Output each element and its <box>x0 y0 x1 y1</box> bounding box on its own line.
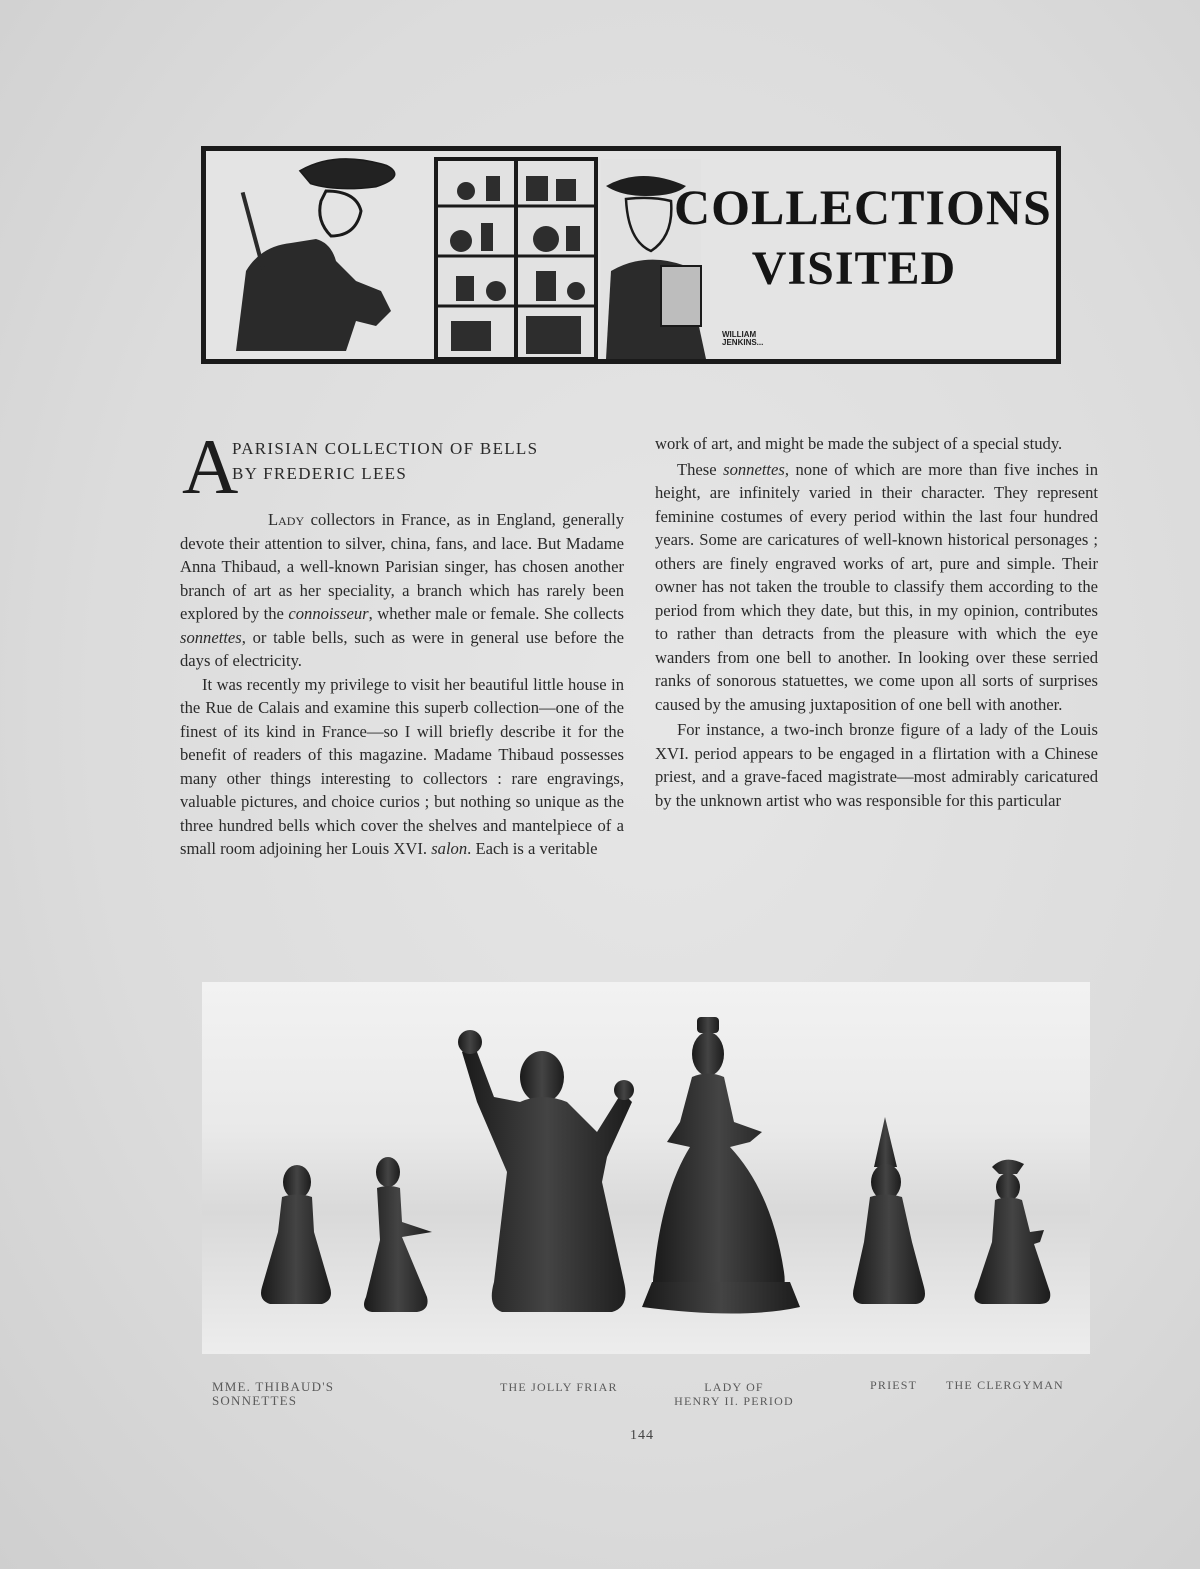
caption-main-line2: SONNETTES <box>212 1393 298 1408</box>
bell-figure-lady <box>642 1017 800 1314</box>
paragraph-text: , none of which are more than five inches in height, are infinitely varied in their character. They represent feminine costumes of every period within the last four hundred years. Some are caricatures of well-known historical personages ; others are finely engraved works of art, pure and simple. Their owner has not taken the trouble to classify them according to the period from which they date, but this, in my opinion, contributes to rather than detracts from the pleasure with which the eye wanders from one bell to another. In looking over these serried ranks of sonorous statuettes, we come upon all sorts of surprises caused by the amusing juxtaposition of one bell with another. <box>655 459 1098 714</box>
banner-title-line2: VISITED <box>751 241 957 295</box>
italic-term: sonnettes <box>180 627 242 647</box>
paragraph: For instance, a two-inch bronze figure of a lady of the Louis XVI. period appears to be engaged in a flirtation with a Chinese priest, and a grave-faced magistrate—most admirably caricatured by the unknown artist who was responsible for this particular <box>655 720 1098 810</box>
italic-term: salon <box>431 839 468 858</box>
caption-friar: THE JOLLY FRIAR <box>500 1380 618 1394</box>
caption-lady-line2: HENRY II. PERIOD <box>674 1394 794 1408</box>
paragraph-text: . Each is a veritable <box>467 839 598 858</box>
caption-priest: PRIEST <box>870 1378 918 1392</box>
caption-main <box>212 1380 334 1408</box>
signature-line1: WILLIAM <box>722 330 757 339</box>
italic-term: sonnettes <box>723 459 785 479</box>
bells-photograph <box>202 982 1090 1354</box>
bell-figure-clergyman <box>974 1160 1050 1304</box>
paragraph-text: , whether male or female. She collects <box>368 604 624 623</box>
paragraph-text: collectors in France, as in England, generally devote their attention to silver, china, fans, and lace. But Madame Anna Thibaud, a well-known Parisian singer, has chosen another branch of art as her speciality, a branch which has rarely been explored by the <box>180 510 624 623</box>
bell-figure-2 <box>364 1157 432 1312</box>
paragraph-text: These <box>677 459 724 479</box>
caption-lady <box>664 1380 804 1408</box>
italic-term: connoisseur <box>288 604 369 623</box>
caption-lady-line1: LADY OF <box>704 1380 764 1394</box>
article-heading <box>180 423 624 510</box>
article-column-right <box>655 432 1098 812</box>
bell-figurines <box>202 982 1090 1354</box>
lead-word: Lady <box>268 510 305 529</box>
paragraph <box>180 673 624 861</box>
bell-figure-1 <box>261 1165 331 1304</box>
article-column-left <box>180 423 624 861</box>
bell-figure-priest <box>853 1117 925 1304</box>
paragraph <box>655 458 1098 717</box>
header-banner <box>201 146 1061 364</box>
paragraph-text: , or table bells, such as were in general use before the days of electricity. <box>180 627 624 670</box>
page-number: 144 <box>630 1428 654 1443</box>
heading-byline: BY FREDERIC LEES <box>232 464 408 483</box>
paragraph: work of art, and might be made the subject of a special study. <box>655 434 1063 453</box>
signature-line2: JENKINS... <box>722 338 764 347</box>
caption-main-line1: MME. THIBAUD'S <box>212 1379 335 1394</box>
drop-cap: A <box>182 423 239 510</box>
paragraph <box>180 508 624 673</box>
banner-title <box>674 179 1052 295</box>
paragraph-text: It was recently my privilege to visit her beautiful little house in the Rue de Calais and examine this superb collection—one of the finest of its kind in France—so I will briefly describe it for the benefit of readers of this magazine. Madame Thibaud possesses many other things interesting to collectors : rare engravings, valuable pictures, and choice curios ; but nothing so unique as the three hundred bells which cover the shelves and mantelpiece of a small room adjoining her Louis XVI. <box>180 674 624 858</box>
banner-title-line1: COLLECTIONS <box>674 179 1052 235</box>
bell-figure-friar <box>458 1030 634 1312</box>
caption-clergyman: THE CLERGYMAN <box>946 1378 1064 1392</box>
artist-signature <box>722 331 763 347</box>
heading-title: PARISIAN COLLECTION OF BELLS <box>232 439 539 458</box>
